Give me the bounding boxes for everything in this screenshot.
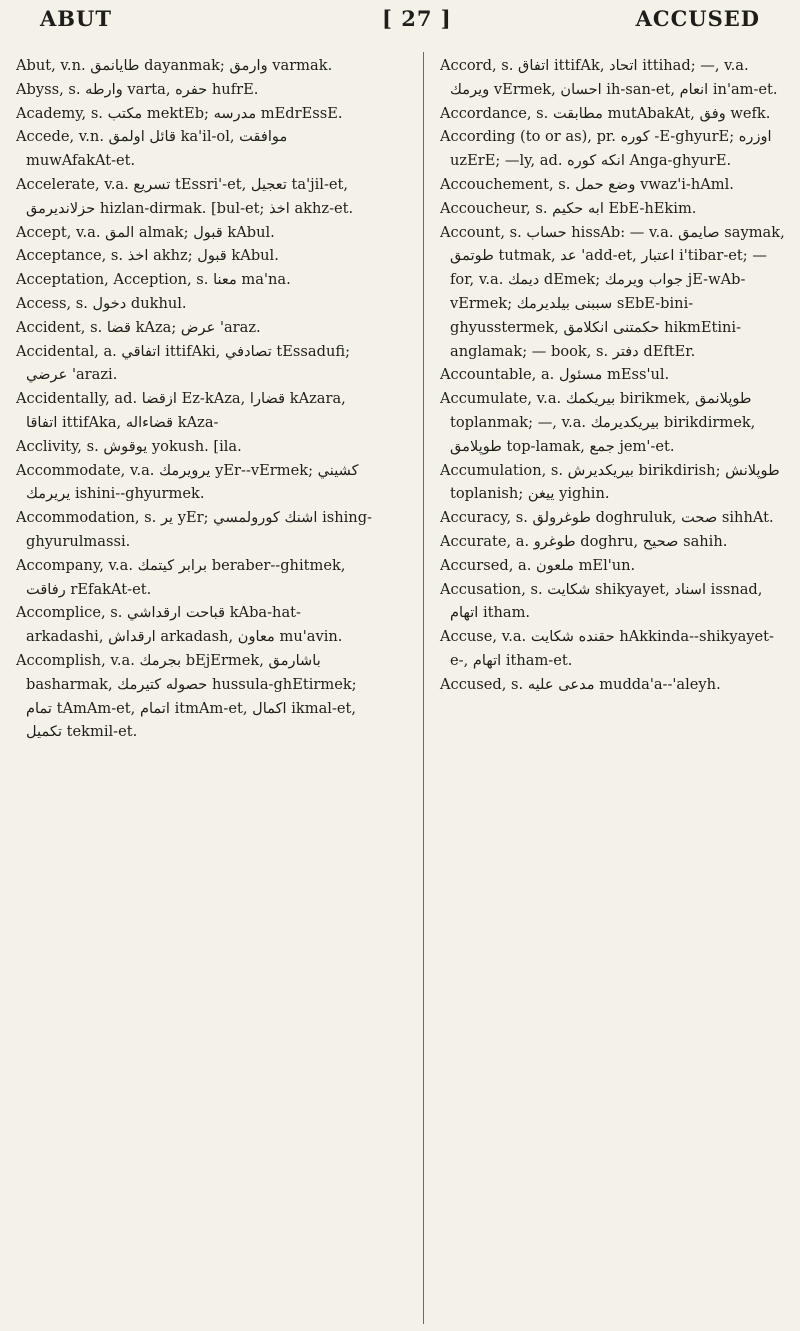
entry-abyss: Abyss, s. وارطه varta, حفره hufrE. xyxy=(16,80,259,98)
entry-accelerate: Accelerate, v.a. تسريع tEssri'-et, تعجيل ta'jil-et, حزلانديرمق hizlan-dirmak. [bul-et; اخذ akhz-et. xyxy=(16,175,354,217)
entry-acclivity: Acclivity, s. يوقوش yokush. [ila. xyxy=(16,437,242,455)
entry-accident: Accident, s. قضا kAza; عرض 'araz. xyxy=(16,318,261,336)
entry-accord: Accord, s. اتفاق ittifAk, اتحاد ittihad; —, v.a. ويرمك vErmek, احسان ih-san-et, انعام in'am-et. xyxy=(440,57,778,98)
entry-academy: Academy, s. مكتب mektEb; مدرسه mEdrEssE. xyxy=(16,104,343,122)
page-number: [ 27 ] xyxy=(382,6,452,31)
page-header xyxy=(0,0,800,40)
entry-account: Account, s. حساب hissAb: — v.a. صايمق saymak, طوتمق tutmak, عد 'add-et, اعتبار i'tibar-et; — for, v.a. ديمك dEmek; جواب ويرمك jE-wAb-vErmek; سببنى بيلديرمك sEbE-bini-ghyusstermek, حكمتنى انكلامق hikmEtini-anglamak; — book, s. دفتر dEftEr. xyxy=(440,223,785,360)
entry-access: Access, s. دخول dukhul. xyxy=(16,294,187,312)
entry-accountable: Accountable, a. مسئول mEss'ul. xyxy=(440,366,670,384)
entry-accursed: Accursed, a. ملعون mEl'un. xyxy=(440,556,636,574)
entry-accidental: Accidental, a. اتفاقي ittifAki, تصادفي tEssadufi; عرضي 'arazi. xyxy=(16,342,350,384)
entry-acceptation: Acceptation, Acception, s. معنا ma'na. xyxy=(16,271,291,289)
entry-accumulate: Accumulate, v.a. بيريكمك birikmek, طوپلانمق toplanmak; —, v.a. بيريكديرمك birikdirmek, طوپلامق top-lamak, جمع jem'-et. xyxy=(440,390,756,455)
entry-accept: Accept, v.a. المق almak; قبول kAbul. xyxy=(16,223,275,241)
entry-according: According (to or as), pr. كوره -E-ghyurE; اوزره uzErE; —ly, ad. انكه كوره Anga-ghyurE. xyxy=(440,128,772,170)
entry-accidentally: Accidentally, ad. ازقضا Ez-kAza, قضارا kAzara, اتفاقا ittifAka, قضاءاله kAza- xyxy=(16,390,346,431)
entry-accordance: Accordance, s. مطابقت mutAbakAt, وفق wefk. xyxy=(440,104,771,122)
entry-acceptance: Acceptance, s. اخذ akhz; قبول kAbul. xyxy=(16,247,279,265)
entry-accomplice: Accomplice, s. قباحت ارقداشي kAba-hat-arkadashi, ارقداش arkadash, معاون mu'avin. xyxy=(16,604,343,646)
entry-accused: Accused, s. مدعى عليه mudda'a--'aleyh. xyxy=(440,675,721,693)
entry-accompany: Accompany, v.a. برابر كيتمك beraber--ghitmek, رفاقت rEfakAt-et. xyxy=(16,556,346,598)
entry-accouchement: Accouchement, s. وضع حمل vwaz'i-hAml. xyxy=(440,175,734,193)
entry-accumulation: Accumulation, s. بيريكديرش birikdirish; طوپلانش toplanish; ييغن yighin. xyxy=(440,461,780,503)
entry-accurate: Accurate, a. طوغرو doghru, صحيح sahih. xyxy=(440,532,728,550)
entry-accede: Accede, v.n. قائل اولمق ka'il-ol, موافقت muwAfakAt-et. xyxy=(16,128,288,170)
entry-accomplish: Accomplish, v.a. بجرمك bEjErmek, باشارمق basharmak, حصوله كتيرمك hussula-ghEtirmek; تمام tAmAm-et, اتمام itmAm-et, اكمال ikmal-et, تكميل tekmil-et. xyxy=(16,651,357,741)
entry-accuse: Accuse, v.a. حقنده شكايت hAkkinda--shikyayet-e-, اتهام itham-et. xyxy=(440,628,774,669)
left-column xyxy=(16,54,374,744)
entry-accusation: Accusation, s. شكايت shikyayet, اسناد issnad, اتهام itham. xyxy=(440,580,763,622)
entry-accoucheur: Accoucheur, s. ابه حكيم EbE-hEkim. xyxy=(440,199,697,217)
entry-abut: Abut, v.n. طايانمق dayanmak; وارمق varmak. xyxy=(16,57,333,74)
header-left-guide-word: ABUT xyxy=(40,6,112,31)
entry-accommodate: Accommodate, v.a. يرويرمك yEr--vErmek; كشيني يريرمك ishini--ghyurmek. xyxy=(16,461,359,503)
column-divider xyxy=(423,52,424,1324)
entry-accommodation: Accommodation, s. ير yEr; اشنك كورولمسي ishing-ghyurulmassi. xyxy=(16,509,372,550)
right-column xyxy=(440,54,790,697)
header-right-guide-word: ACCUSED xyxy=(635,6,760,31)
entry-accuracy: Accuracy, s. طوغرولق doghruluk, صحت sihhAt. xyxy=(440,509,774,527)
